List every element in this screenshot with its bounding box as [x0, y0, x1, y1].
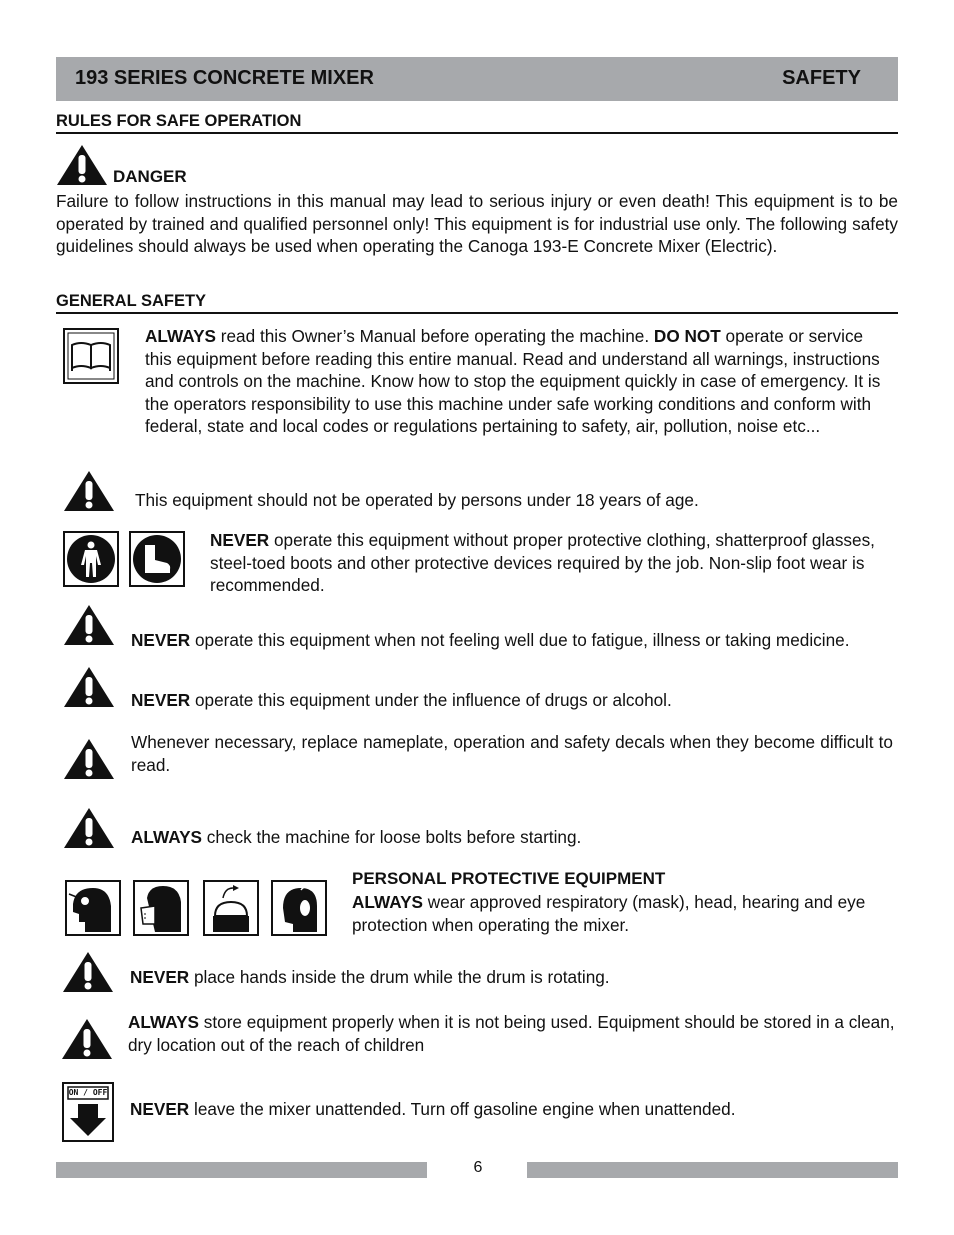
document-title: 193 SERIES CONCRETE MIXER	[75, 67, 374, 89]
hearing-protection-icon	[271, 880, 327, 936]
on-off-switch-icon	[62, 1082, 114, 1142]
manual-text: ALWAYS read this Owner’s Manual before operating the machine. DO NOT operate or service this equipment before reading this entire manual. Read and understand all warnings, instructions and controls on the machine. Know how to stop the equipment quickly in case of emergency. It is the operators responsibility to use this machine under safe working conditions and conform with federal, state and local codes or regulations pertaining to safety, air, pollution, noise etc...	[145, 326, 881, 436]
unattended-text: NEVER leave the mixer unattended. Turn off gasoline engine when unattended.	[130, 1099, 736, 1119]
eye-protection-icon	[65, 880, 121, 936]
warning-triangle-icon	[62, 951, 114, 993]
warning-triangle-icon	[61, 1018, 113, 1060]
storage-text: ALWAYS store equipment properly when it is not being used. Equipment should be stored in a clean, dry location out of the reach of children	[128, 1012, 895, 1055]
footer-bar-left	[56, 1162, 427, 1178]
rules-heading: RULES FOR SAFE OPERATION	[56, 112, 898, 134]
danger-text: Failure to follow instructions in this manual may lead to serious injury or even death! This equipment is to be operated by trained and qualified personnel only! This equipment is for industrial use only. The following safety guidelines should always be used when operating the Canoga 193-E Concrete Mixer (Electric).	[56, 191, 898, 256]
read-manual-icon	[63, 328, 119, 384]
danger-label: DANGER	[113, 167, 187, 186]
safety-boots-icon	[129, 531, 185, 587]
hands-text: NEVER place hands inside the drum while the drum is rotating.	[130, 967, 610, 987]
page-number: 6	[473, 1159, 483, 1176]
warning-triangle-icon	[56, 144, 108, 186]
protective-clothing-icon	[63, 531, 119, 587]
on-off-label: ON / OFF	[68, 1088, 108, 1097]
warning-triangle-icon	[63, 470, 115, 512]
bolts-text: ALWAYS check the machine for loose bolts before starting.	[131, 827, 582, 847]
drugs-text: NEVER operate this equipment under the influence of drugs or alcohol.	[131, 690, 672, 710]
ppe-text: ALWAYS wear approved respiratory (mask), head, hearing and eye protection when operating the mixer.	[352, 892, 866, 935]
clothing-text: NEVER operate this equipment without proper protective clothing, shatterproof glasses, steel-toed boots and other protective devices required by the job. Non-slip foot wear is recommended.	[210, 530, 875, 595]
warning-triangle-icon	[63, 604, 115, 646]
respirator-icon	[133, 880, 189, 936]
ppe-heading: PERSONAL PROTECTIVE EQUIPMENT	[352, 869, 666, 888]
head-protection-icon	[203, 880, 259, 936]
age-text: This equipment should not be operated by persons under 18 years of age.	[135, 490, 699, 510]
warning-triangle-icon	[63, 807, 115, 849]
footer-bar-right	[527, 1162, 898, 1178]
warning-triangle-icon	[63, 738, 115, 780]
general-safety-heading: GENERAL SAFETY	[56, 292, 898, 314]
warning-triangle-icon	[63, 666, 115, 708]
fatigue-text: NEVER operate this equipment when not feeling well due to fatigue, illness or taking medicine.	[131, 630, 850, 650]
section-title: SAFETY	[782, 67, 861, 89]
decals-text: Whenever necessary, replace nameplate, operation and safety decals when they become difficult to read.	[131, 732, 893, 775]
